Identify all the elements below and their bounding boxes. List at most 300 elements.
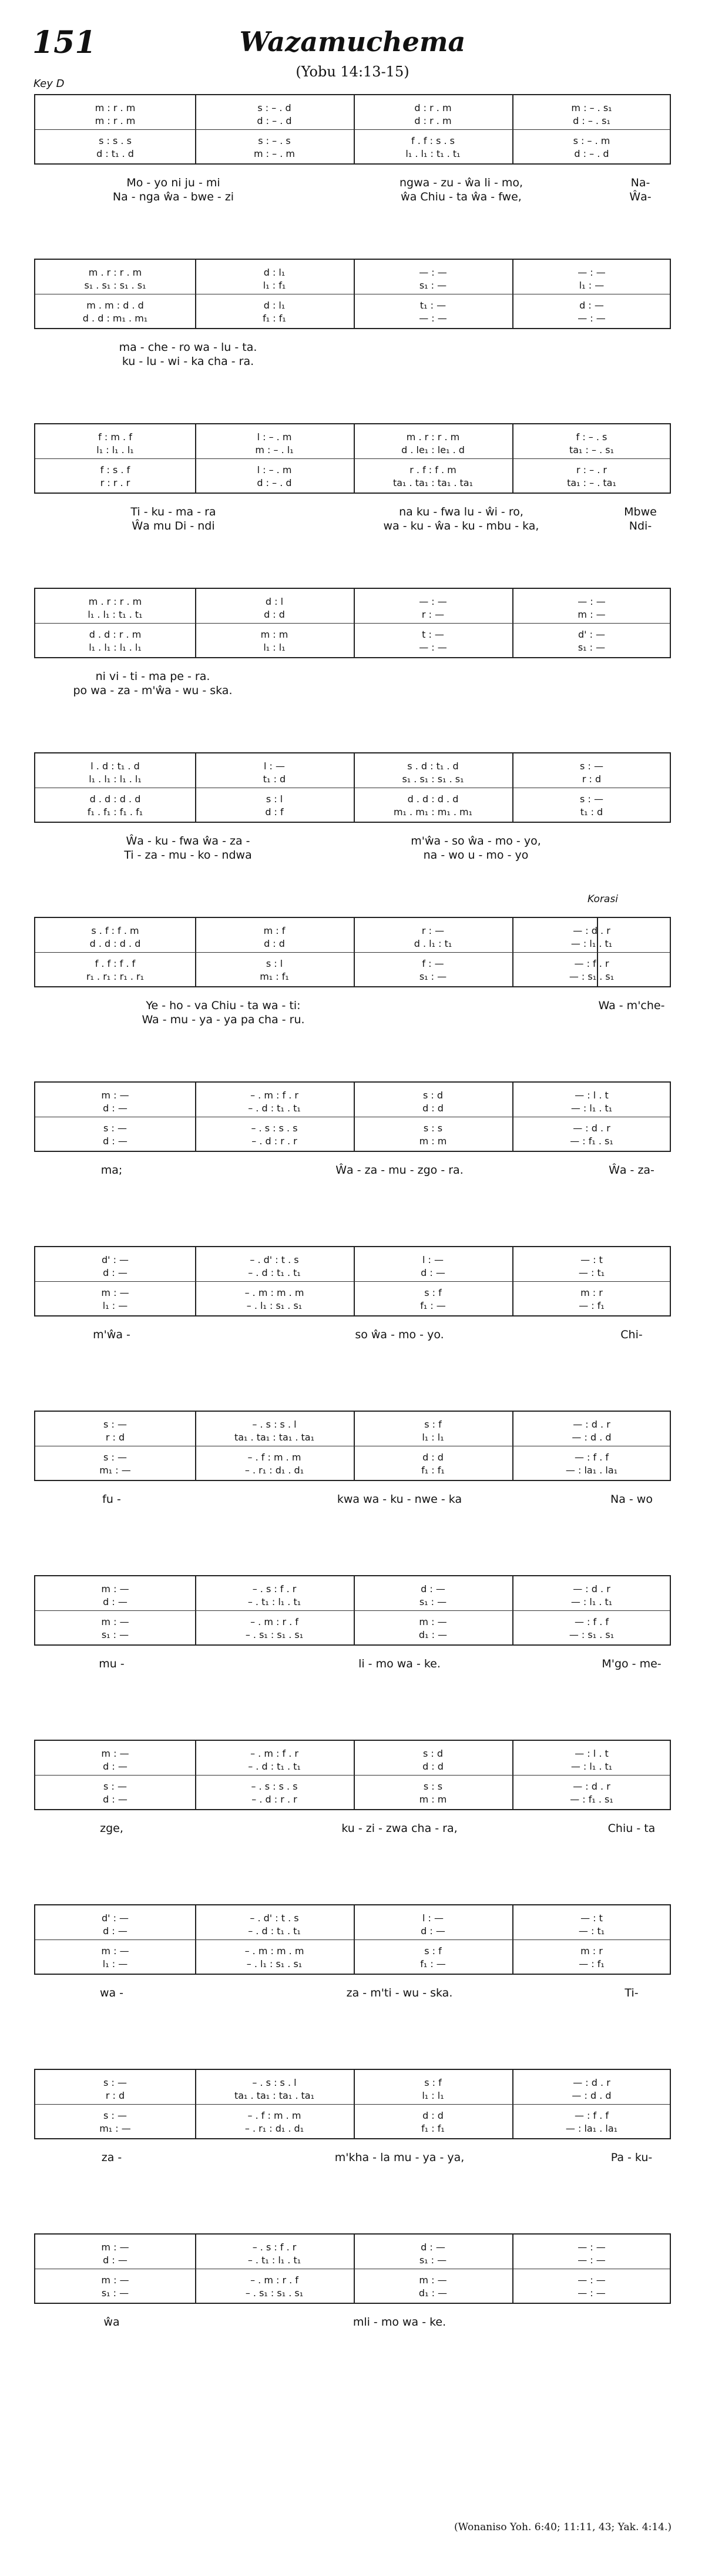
measure-notes: s : f	[424, 1418, 442, 1430]
measure-notes: d : —	[103, 1925, 127, 1937]
voice-row	[35, 595, 670, 608]
measure-notes: d : – . s₁	[573, 115, 610, 126]
voice-row	[35, 1615, 670, 1628]
lyric-segment: Mbwe	[624, 505, 657, 518]
measure-notes: — : l₁ . t₁	[570, 1102, 613, 1114]
measure-notes: l₁ . l₁ : t₁ . t₁	[88, 608, 143, 620]
lyric-segment: ngwa - zu - ŵa li - mo,	[399, 176, 523, 189]
measure-notes: — : —	[419, 641, 447, 653]
voice-row	[35, 1780, 670, 1793]
lyric-segment: wa -	[99, 1987, 124, 1999]
voice-row	[35, 1463, 670, 1476]
lyric-line	[0, 520, 705, 535]
lyric-segment: Na - nga ŵa - bwe - zi	[112, 190, 234, 203]
voice-row	[35, 134, 670, 147]
voice-row	[35, 2109, 670, 2122]
measure-notes: m : m	[419, 1135, 447, 1147]
measure-notes: – . m : r . f	[250, 2274, 298, 2286]
measure-notes: d : d	[422, 1760, 444, 1772]
voice-divider	[35, 458, 670, 459]
measure-notes: – . l₁ : s₁ . s₁	[246, 1299, 303, 1311]
measure-notes: d . d : d . d	[89, 937, 141, 949]
measure-notes: s . d : t₁ . d	[407, 760, 459, 772]
measure-notes: l : – . m	[257, 431, 292, 443]
measure-notes: f₁ : —	[420, 1299, 446, 1311]
measure-notes: d : —	[421, 2241, 445, 2253]
voice-row	[35, 759, 670, 772]
measure-notes: r : – . r	[576, 464, 607, 475]
measure-notes: – . l₁ : s₁ . s₁	[246, 1958, 303, 1969]
measure-notes: d : l	[265, 595, 284, 607]
measure-notes: s₁ : —	[101, 1629, 129, 1640]
measure-notes: s₁ . s₁ : s₁ . s₁	[402, 773, 464, 785]
lyric-segment: Ŵa - ku - fwa ŵa - za -	[126, 835, 250, 847]
voice-row	[35, 2076, 670, 2089]
lyric-segment: Ŵa mu Di - ndi	[132, 520, 215, 532]
lyric-segment: ku - lu - wi - ka cha - ra.	[122, 355, 254, 368]
measure-notes: r . f : f . m	[409, 464, 456, 475]
voice-row	[35, 2089, 670, 2102]
measure-notes: m : – . s₁	[571, 102, 612, 113]
lyric-segment: so ŵa - mo - yo.	[355, 1328, 444, 1341]
measure-notes: m : —	[101, 1287, 129, 1298]
measure-notes: s₁ . s₁ : s₁ . s₁	[84, 279, 146, 291]
measure-notes: r : d	[105, 1431, 125, 1443]
measure-notes: l : – . m	[257, 464, 292, 475]
lyric-segment: m'ŵa -	[93, 1328, 130, 1341]
measure-notes: l₁ . l₁ : l₁ . l₁	[89, 773, 142, 785]
voice-row	[35, 1760, 670, 1773]
voice-row	[35, 114, 670, 127]
measure-notes: — : l₁ . t₁	[570, 1760, 613, 1772]
measure-notes: s₁ : —	[419, 1596, 447, 1607]
lyric-line	[0, 1328, 705, 1344]
measure-notes: m : —	[101, 2274, 129, 2286]
lyric-segment: ma;	[100, 1164, 123, 1177]
measure-notes: — : f₁ . s₁	[570, 1135, 613, 1147]
measure-notes: s₁ : —	[419, 279, 447, 291]
measure-notes: – . s₁ : s₁ . s₁	[245, 1629, 304, 1640]
voice-row	[35, 1088, 670, 1101]
voice-row	[35, 299, 670, 311]
measure-notes: d : l₁	[263, 299, 286, 311]
measure-notes: s : d	[422, 1747, 444, 1759]
voice-row	[35, 266, 670, 279]
lyric-segment: m'ŵa - so ŵa - mo - yo,	[411, 835, 541, 847]
lyric-line	[0, 849, 705, 864]
measure-notes: d : l₁	[263, 266, 286, 278]
measure-notes: — : s₁ . s₁	[569, 970, 615, 982]
measure-notes: d : —	[103, 1760, 127, 1772]
measure-notes: — : —	[578, 2254, 606, 2266]
measure-notes: d : d	[422, 1451, 444, 1463]
measure-notes: d . le₁ : le₁ . d	[401, 444, 465, 455]
music-system	[0, 1575, 705, 1740]
lyric-line	[0, 999, 705, 1014]
lyric-segment: wa - ku - ŵa - ku - mbu - ka,	[383, 520, 539, 532]
measure-notes: — : t₁	[578, 1267, 605, 1278]
measure-notes: d : d	[264, 937, 285, 949]
measure-notes: s : l	[266, 793, 283, 805]
measure-notes: f₁ : f₁	[421, 1464, 445, 1476]
measure-notes: ta₁ . ta₁ : ta₁ . ta₁	[234, 2089, 315, 2101]
staff-box	[34, 259, 671, 329]
measure-notes: s : s	[423, 1122, 443, 1134]
voice-row	[35, 957, 670, 970]
lyric-line	[0, 1164, 705, 1179]
measure-notes: s : d	[422, 1089, 444, 1101]
lyric-segment: li - mo wa - ke.	[358, 1657, 441, 1670]
measure-notes: d : – . d	[257, 115, 292, 126]
measure-notes: f : s . f	[100, 464, 130, 475]
hymn-title: Wazamuchema	[239, 26, 466, 58]
scripture-reference: (Yobu 14:13-15)	[296, 63, 409, 80]
lyric-line	[0, 1987, 705, 2002]
measure-notes: ta₁ . ta₁ : ta₁ . ta₁	[392, 477, 474, 488]
measure-notes: d : r . m	[414, 115, 452, 126]
measure-notes: – . d : t₁ . t₁	[248, 1267, 301, 1278]
lyric-segment: Na-	[630, 176, 650, 189]
voice-row	[35, 2273, 670, 2286]
measure-notes: l₁ : l₁ . l₁	[96, 444, 134, 455]
music-system	[0, 752, 705, 917]
measure-notes: t : —	[422, 628, 444, 640]
voice-row	[35, 924, 670, 937]
measure-notes: d . d : d . d	[407, 793, 459, 805]
staff-box	[34, 1411, 671, 1481]
measure-notes: d . d : m₁ . m₁	[82, 312, 148, 324]
lyric-segment: mli - mo wa - ke.	[352, 2316, 446, 2329]
music-system	[0, 1740, 705, 1904]
measure-notes: — : d . d	[572, 2089, 612, 2101]
measure-notes: — : f . f	[574, 2109, 609, 2121]
voice-row	[35, 1582, 670, 1595]
lyric-segment: po wa - za - m'ŵa - wu - ska.	[73, 684, 233, 697]
music-system	[0, 423, 705, 588]
measure-notes: — : —	[578, 266, 606, 278]
voice-row	[35, 1299, 670, 1312]
lyric-line	[0, 176, 705, 192]
measure-notes: – . d' : t . s	[250, 1912, 299, 1924]
measure-notes: — : d . r	[573, 2076, 610, 2088]
measure-notes: s : f	[424, 2076, 442, 2088]
voice-row	[35, 805, 670, 818]
measure-notes: l : —	[263, 760, 285, 772]
staff-box	[34, 917, 671, 987]
measure-notes: m : —	[101, 2241, 129, 2253]
measure-notes: – . m : f . r	[250, 1089, 298, 1101]
staff-box	[34, 1246, 671, 1317]
voice-row	[35, 1924, 670, 1937]
lyric-line	[0, 1013, 705, 1029]
staff-box	[34, 1740, 671, 1810]
measure-notes: m₁ : —	[99, 2122, 131, 2134]
measure-notes: — : —	[578, 312, 606, 324]
lyric-segment: m'kha - la mu - ya - ya,	[334, 2151, 465, 2164]
measure-notes: d . l₁ : t₁	[414, 937, 452, 949]
voice-divider	[35, 1775, 670, 1776]
measure-notes: l₁ : l₁	[422, 2089, 444, 2101]
measure-notes: – . r₁ : d₁ . d₁	[244, 2122, 304, 2134]
measure-notes: l₁ : —	[579, 279, 605, 291]
staff-box	[34, 1575, 671, 1646]
measure-notes: ta₁ : – . s₁	[569, 444, 615, 455]
lyric-segment: na ku - fwa lu - ŵi - ro,	[399, 505, 523, 518]
lyric-segment: ni vi - ti - ma pe - ra.	[95, 670, 210, 683]
key-signature: Key D	[33, 78, 65, 90]
measure-notes: — : —	[578, 595, 606, 607]
measure-notes: s : —	[103, 1451, 127, 1463]
voice-row	[35, 1431, 670, 1443]
measure-notes: d : —	[421, 1925, 445, 1937]
lyric-line	[0, 2316, 705, 2331]
measure-notes: m : r . m	[95, 115, 136, 126]
measure-notes: m : f	[263, 924, 286, 936]
measure-notes: — : t	[580, 1912, 603, 1924]
voice-row	[35, 2253, 670, 2266]
voice-row	[35, 772, 670, 785]
measure-notes: r : d	[105, 2089, 125, 2101]
lyric-segment: Ti - ku - ma - ra	[130, 505, 216, 518]
measure-notes: d' : —	[101, 1912, 129, 1924]
measure-notes: — : f . r	[574, 957, 609, 969]
measure-notes: — : la₁ . la₁	[565, 1464, 618, 1476]
measure-notes: — : l . t	[575, 1089, 609, 1101]
lyric-segment: na - wo u - mo - yo	[423, 849, 529, 862]
measure-notes: d : – . d	[257, 477, 292, 488]
measure-notes: s : – . m	[573, 135, 610, 146]
measure-notes: — : f . f	[574, 1616, 609, 1627]
measure-notes: l₁ : —	[102, 1299, 128, 1311]
measure-notes: — : l . t	[575, 1747, 609, 1759]
measure-notes: — : —	[578, 2241, 606, 2253]
measure-notes: – . m : m . m	[244, 1945, 304, 1957]
measure-notes: — : —	[578, 2287, 606, 2299]
measure-notes: – . s : f . r	[252, 2241, 297, 2253]
lyric-segment: Chiu - ta	[607, 1822, 656, 1835]
measure-notes: f₁ : —	[420, 1958, 446, 1969]
measure-notes: s : s . s	[99, 135, 132, 146]
music-system	[0, 1411, 705, 1575]
measure-notes: s : —	[103, 1122, 127, 1134]
measure-notes: s : —	[103, 2076, 127, 2088]
measure-notes: s : – . d	[257, 102, 291, 113]
measure-notes: s : —	[103, 2109, 127, 2121]
voice-row	[35, 1266, 670, 1279]
measure-notes: m : – . l₁	[255, 444, 294, 455]
measure-notes: — : l₁ . t₁	[570, 1596, 613, 1607]
lyric-segment: kwa wa - ku - nwe - ka	[337, 1493, 462, 1506]
measure-notes: m₁ : —	[99, 1464, 131, 1476]
measure-notes: d . d : r . m	[89, 628, 142, 640]
measure-notes: m : —	[101, 1616, 129, 1627]
voice-row	[35, 1957, 670, 1970]
voice-row	[35, 1121, 670, 1134]
voice-divider	[35, 1939, 670, 1940]
measure-notes: — : d . r	[573, 1583, 610, 1594]
lyric-line	[0, 1657, 705, 1673]
measure-notes: l₁ . l₁ : t₁ . t₁	[405, 148, 461, 159]
voice-row	[35, 443, 670, 456]
measure-notes: d : —	[103, 2254, 127, 2266]
measure-notes: — : l₁ . t₁	[570, 937, 613, 949]
measure-notes: m : r . m	[95, 102, 136, 113]
lyric-segment: mu -	[99, 1657, 125, 1670]
measure-notes: s₁ : —	[101, 2287, 129, 2299]
measure-notes: m : —	[101, 1089, 129, 1101]
measure-notes: d : r . m	[414, 102, 452, 113]
measure-notes: r : —	[421, 924, 445, 936]
measure-notes: d : —	[421, 1267, 445, 1278]
voice-row	[35, 1628, 670, 1641]
measure-notes: — : d . r	[573, 924, 610, 936]
voice-divider	[35, 623, 670, 624]
measure-notes: – . t₁ : l₁ . t₁	[247, 2254, 301, 2266]
measure-notes: l₁ : f₁	[263, 279, 286, 291]
measure-notes: m . m : d . d	[86, 299, 144, 311]
measure-notes: s : —	[103, 1780, 127, 1792]
lyric-segment: Wa - mu - ya - ya pa cha - ru.	[142, 1013, 305, 1026]
lyric-segment: Wa - m'che-	[598, 999, 665, 1012]
measure-notes: s₁ : —	[419, 970, 447, 982]
voice-row	[35, 1101, 670, 1114]
voice-divider	[35, 129, 670, 130]
voice-row	[35, 1253, 670, 1266]
measure-notes: s : f	[424, 1945, 442, 1957]
voice-row	[35, 937, 670, 950]
measure-notes: ta₁ . ta₁ : ta₁ . ta₁	[234, 1431, 315, 1443]
measure-notes: f₁ . f₁ : f₁ . f₁	[87, 806, 143, 818]
measure-notes: – . m : m . m	[244, 1287, 304, 1298]
measure-notes: m : r	[580, 1287, 603, 1298]
voice-row	[35, 1911, 670, 1924]
lyric-segment: ma - che - ro wa - lu - ta.	[119, 341, 257, 354]
measure-notes: — : t	[580, 1254, 603, 1265]
voice-divider	[35, 1610, 670, 1611]
measure-notes: — : d . d	[572, 1431, 612, 1443]
voice-row	[35, 970, 670, 983]
refrain-label: Korasi	[588, 893, 618, 905]
staff-box	[34, 1081, 671, 1152]
measure-notes: d : d	[264, 608, 285, 620]
lyric-segment: ŵa	[103, 2316, 120, 2329]
music-system	[0, 2069, 705, 2233]
measure-notes: d : – . d	[574, 148, 609, 159]
measure-notes: m : —	[101, 1747, 129, 1759]
measure-notes: f : – . s	[576, 431, 607, 443]
measure-notes: t₁ : —	[419, 299, 446, 311]
measure-notes: d : f	[265, 806, 284, 818]
music-system	[0, 917, 705, 1081]
measure-notes: – . t₁ : l₁ . t₁	[247, 1596, 301, 1607]
measure-notes: l₁ : —	[102, 1958, 128, 1969]
lyric-segment: Chi-	[620, 1328, 643, 1341]
lyric-segment: za - m'ti - wu - ska.	[346, 1987, 453, 1999]
measure-notes: f₁ : f₁	[421, 2122, 445, 2134]
measure-notes: ta₁ : – . ta₁	[567, 477, 616, 488]
measure-notes: t₁ : d	[263, 773, 286, 785]
measure-notes: s : —	[580, 760, 603, 772]
measure-notes: f₁ : f₁	[263, 312, 286, 324]
measure-notes: m : r	[580, 1945, 603, 1957]
lyric-line	[0, 341, 705, 356]
measure-notes: – . d : r . r	[251, 1793, 297, 1805]
voice-row	[35, 476, 670, 489]
voice-row	[35, 1286, 670, 1299]
voice-row	[35, 101, 670, 114]
measure-notes: – . s₁ : s₁ . s₁	[245, 2287, 304, 2299]
measure-notes: l : —	[422, 1254, 444, 1265]
measure-notes: d : —	[103, 1102, 127, 1114]
music-system	[0, 1246, 705, 1411]
lyric-segment: Ŵa-	[629, 190, 652, 203]
measure-notes: f . f : f . f	[95, 957, 136, 969]
voice-row	[35, 2122, 670, 2135]
measure-notes: f : —	[422, 957, 444, 969]
lyric-segment: Pa - ku-	[610, 2151, 653, 2164]
lyric-segment: zge,	[100, 1822, 123, 1835]
measure-notes: d . d : d . d	[89, 793, 141, 805]
measure-notes: — : —	[419, 312, 447, 324]
measure-notes: s₁ : —	[419, 2254, 447, 2266]
measure-notes: d₁ : —	[418, 1629, 448, 1640]
measure-notes: r : —	[421, 608, 445, 620]
measure-notes: l : —	[422, 1912, 444, 1924]
lyric-line	[0, 1822, 705, 1837]
voice-row	[35, 1944, 670, 1957]
measure-notes: d : —	[579, 299, 604, 311]
measure-notes: d₁ : —	[418, 2287, 448, 2299]
measure-notes: l . d : t₁ . d	[90, 760, 140, 772]
measure-notes: s : s	[423, 1780, 443, 1792]
measure-notes: — : f₁	[579, 1299, 605, 1311]
staff-box	[34, 588, 671, 658]
staff-box	[34, 2233, 671, 2304]
measure-notes: s : – . s	[258, 135, 291, 146]
music-system	[0, 588, 705, 752]
measure-notes: d : t₁ . d	[96, 148, 134, 159]
lyric-segment: Na - wo	[610, 1493, 653, 1506]
lyric-segment: Ŵa - za - mu - zgo - ra.	[335, 1164, 464, 1177]
lyric-segment: Ndi-	[629, 520, 652, 532]
lyric-line	[0, 835, 705, 850]
voice-divider	[35, 2104, 670, 2105]
lyric-line	[0, 190, 705, 206]
measure-notes: s : f	[424, 1287, 442, 1298]
measure-notes: t₁ : d	[580, 806, 603, 818]
measure-notes: m : – . m	[254, 148, 295, 159]
measure-notes: – . s : s . s	[251, 1122, 298, 1134]
lyric-line	[0, 355, 705, 370]
voice-row	[35, 279, 670, 292]
lyric-line	[0, 505, 705, 521]
lyric-line	[0, 670, 705, 685]
measure-notes: l₁ : l₁	[422, 1431, 444, 1443]
measure-notes: — : d . r	[573, 1122, 610, 1134]
voice-row	[35, 2240, 670, 2253]
measure-notes: d : —	[103, 1135, 127, 1147]
staff-box	[34, 423, 671, 494]
measure-notes: m . r : r . m	[406, 431, 460, 443]
lyric-segment: M'go - me-	[602, 1657, 662, 1670]
lyric-segment: ŵa Chiu - ta ŵa - fwe,	[401, 190, 522, 203]
lyric-segment: Ti - za - mu - ko - ndwa	[124, 849, 252, 862]
measure-notes: m . r : r . m	[88, 595, 142, 607]
measure-notes: — : t₁	[578, 1925, 605, 1937]
voice-row	[35, 1134, 670, 1147]
music-system	[0, 259, 705, 423]
lyric-segment: Ti-	[625, 1987, 639, 1999]
